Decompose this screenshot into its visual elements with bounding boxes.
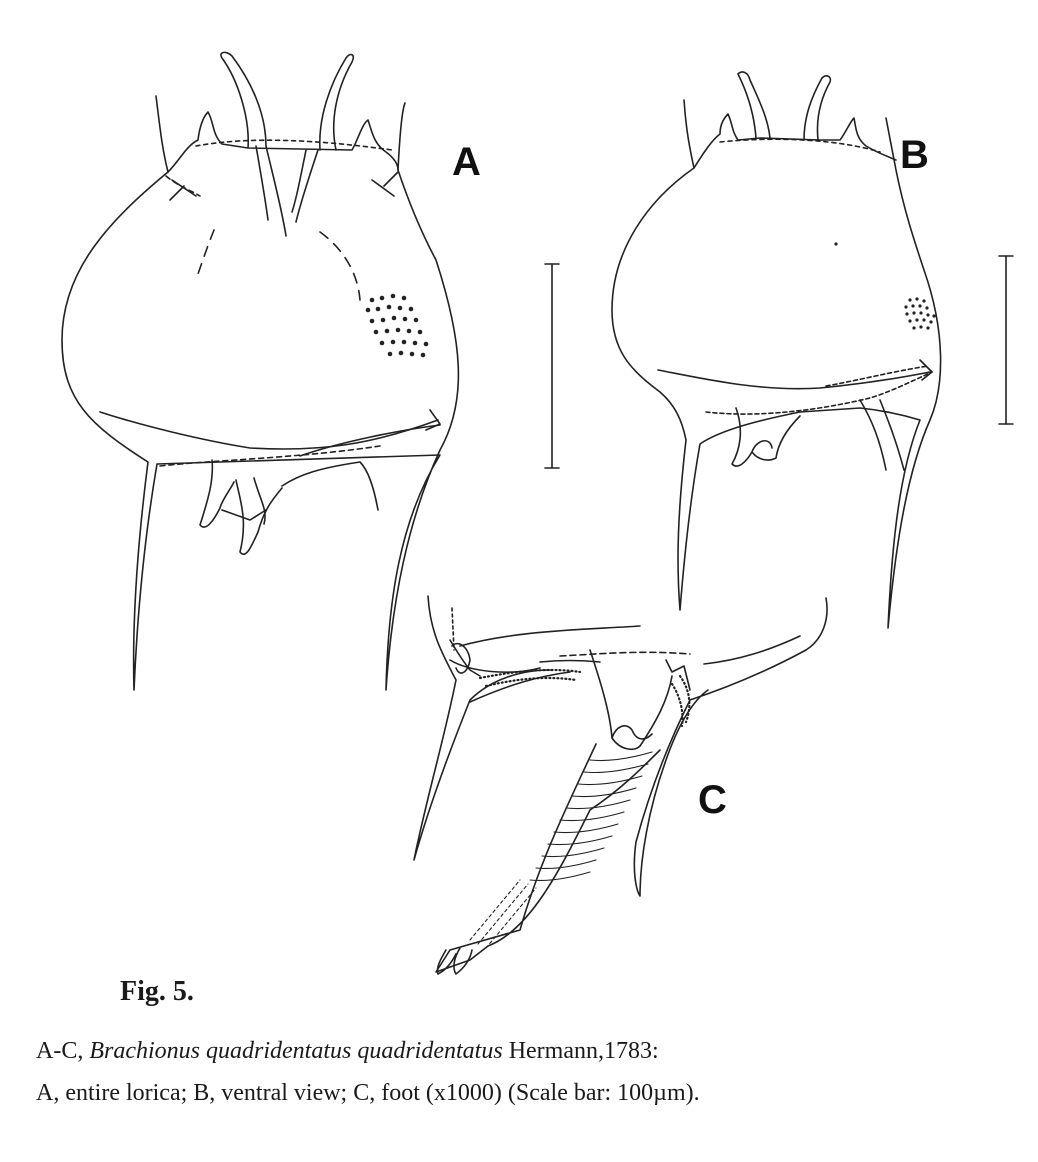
panel-label-b: B — [900, 133, 929, 177]
species-name: Brachionus quadridentatus quadridentatus — [89, 1038, 503, 1064]
specimen-b-drawing — [612, 72, 941, 628]
figure-number: Fig. 5. — [120, 976, 194, 1007]
caption-line-1 — [36, 1030, 1026, 1072]
granule-pattern-b — [904, 297, 935, 329]
panel-label-c: C — [698, 778, 727, 822]
caption-author: Hermann,1783: — [502, 1038, 659, 1064]
specimen-a-drawing — [62, 52, 458, 690]
scale-bar-b — [999, 256, 1013, 424]
panel-label-a: A — [452, 140, 481, 184]
scale-bar-a — [545, 264, 559, 468]
specimen-c-drawing — [414, 596, 827, 974]
caption-prefix: A-C, — [36, 1038, 90, 1064]
caption-line-2: A, entire lorica; B, ventral view; C, foot (x1000) (Scale bar: 100µm). — [36, 1080, 700, 1106]
figure-caption — [36, 1030, 1026, 1114]
granule-pattern-a — [366, 294, 429, 358]
